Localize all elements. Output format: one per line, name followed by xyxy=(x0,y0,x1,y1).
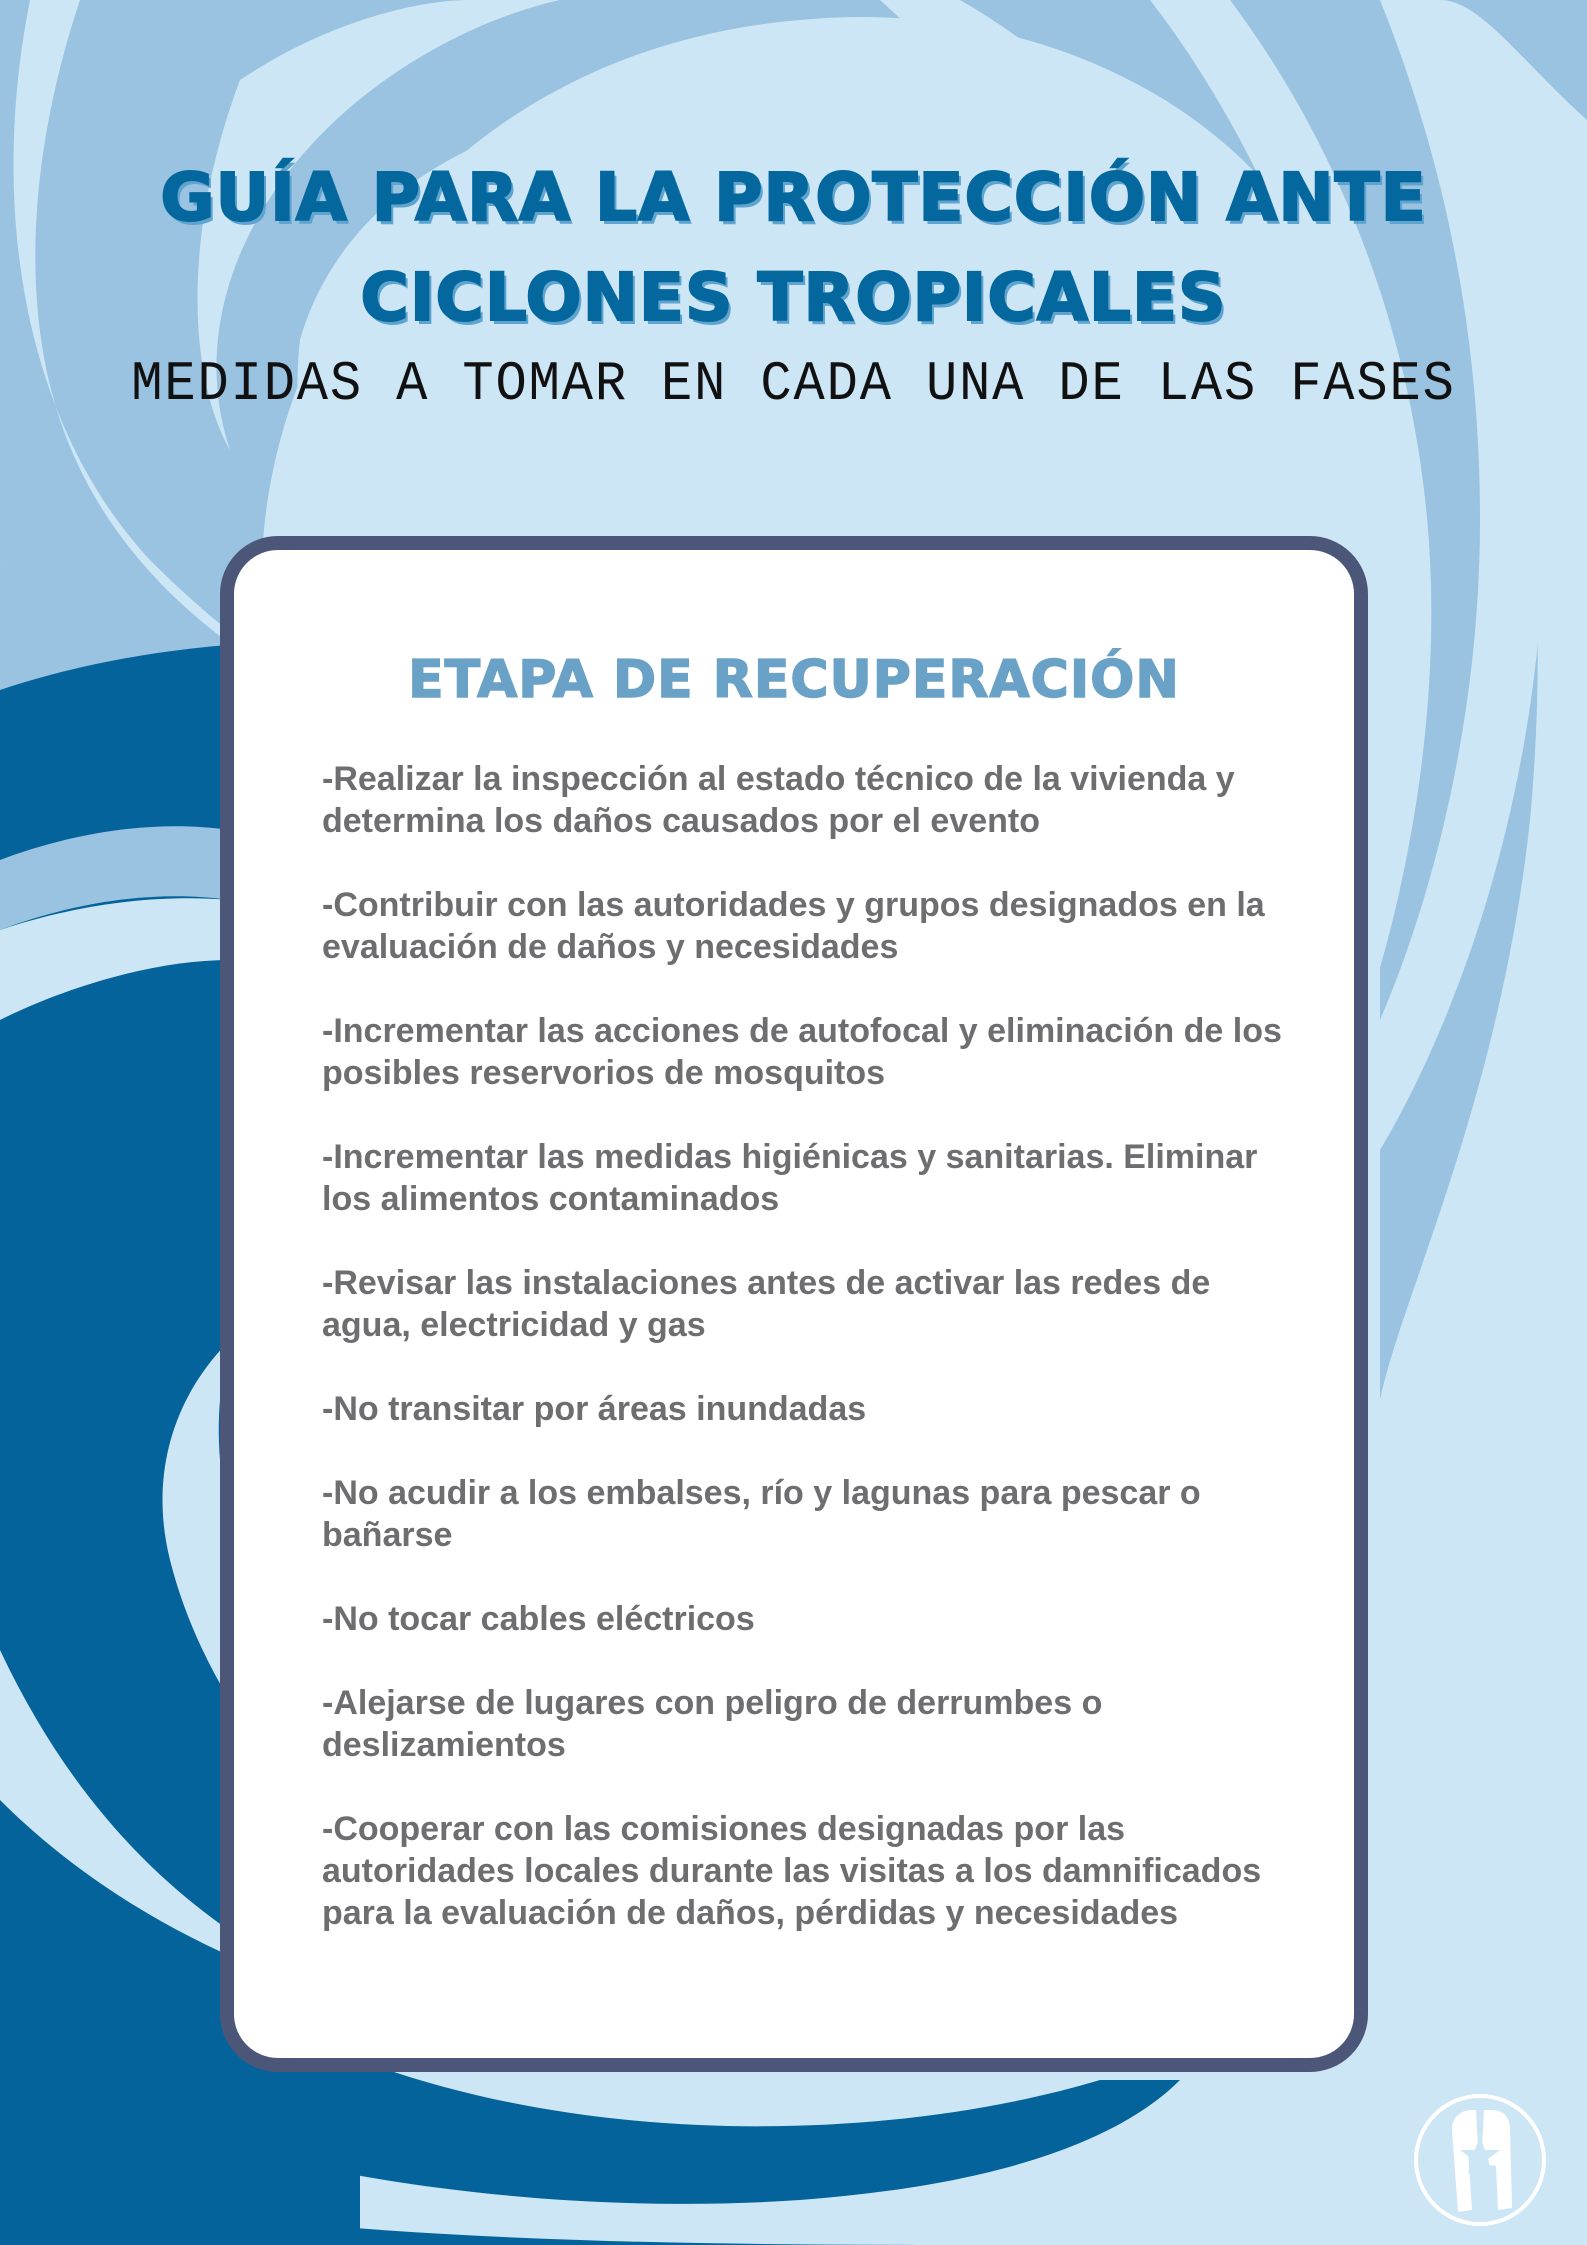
page-title-line-1: GUÍA PARA LA PROTECCIÓN ANTE xyxy=(160,159,1427,236)
list-item: -Incrementar las medidas higiénicas y sanitarias. Eliminar los alimentos contaminados xyxy=(322,1138,1258,1218)
measures-list xyxy=(322,758,1302,1976)
card-title: ETAPA DE RECUPERACIÓN xyxy=(408,650,1180,710)
star-shield-logo-icon xyxy=(1410,2090,1550,2230)
list-item: -Cooperar con las comisiones designadas por las autoridades locales durante las visitas a los damnificados para la evaluación de daños, pérdidas y necesidades xyxy=(322,1810,1262,1932)
recovery-stage-card xyxy=(220,536,1368,2072)
list-item: -No acudir a los embalses, río y lagunas para pescar o bañarse xyxy=(322,1474,1201,1554)
list-item: -No tocar cables eléctricos xyxy=(322,1600,755,1638)
page-title-line-2: CICLONES TROPICALES xyxy=(360,259,1227,336)
list-item: -Contribuir con las autoridades y grupos designados en la evaluación de daños y necesidades xyxy=(322,886,1265,966)
list-item: -No transitar por áreas inundadas xyxy=(322,1390,867,1428)
list-item: -Alejarse de lugares con peligro de derrumbes o deslizamientos xyxy=(322,1684,1103,1764)
list-item: -Revisar las instalaciones antes de activar las redes de agua, electricidad y gas xyxy=(322,1264,1211,1344)
list-item: -Realizar la inspección al estado técnico de la vivienda y determina los daños causados por el evento xyxy=(322,760,1235,840)
list-item: -Incrementar las acciones de autofocal y eliminación de los posibles reservorios de mosquitos xyxy=(322,1012,1282,1092)
page-subtitle: MEDIDAS A TOMAR EN CADA UNA DE LAS FASES xyxy=(131,352,1456,416)
